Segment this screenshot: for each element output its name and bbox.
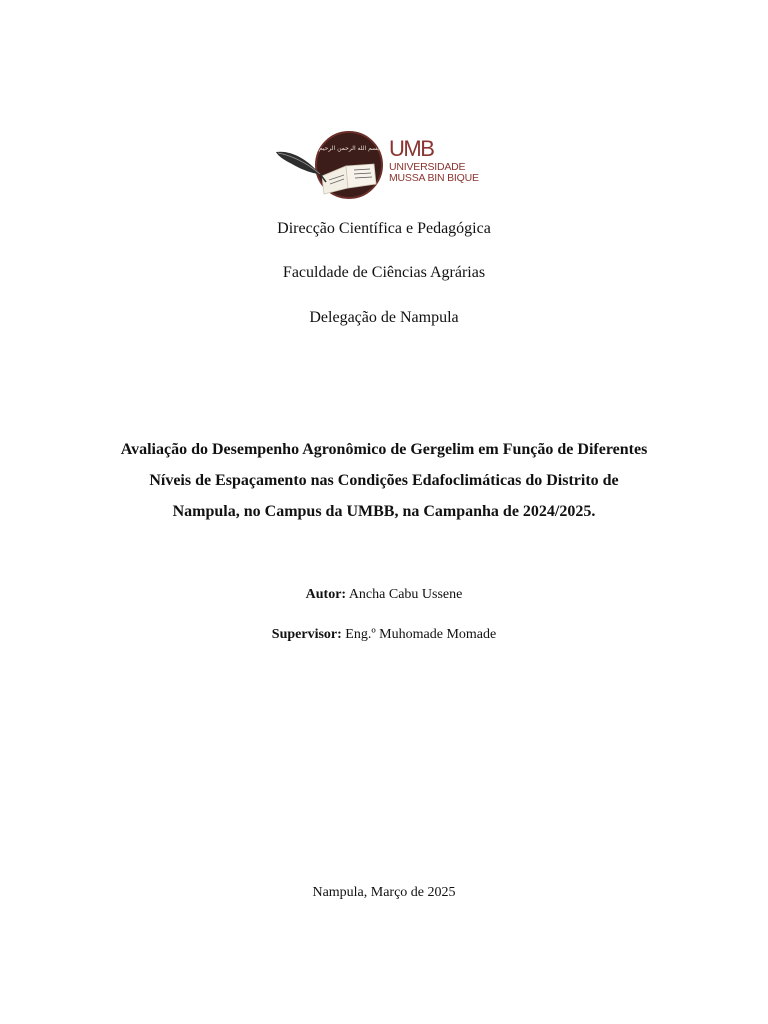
faculty-heading: Faculdade de Ciências Agrárias xyxy=(282,264,486,281)
logo-name-line2: MUSSA BIN BIQUE xyxy=(389,172,479,184)
author-line xyxy=(0,587,768,603)
thesis-title-line1: Avaliação do Desempenho Agronômico de Gergelim em Função de Diferentes xyxy=(120,441,648,458)
author-name: Ancha Cabu Ussene xyxy=(348,587,463,602)
thesis-title xyxy=(84,434,684,527)
logo-abbreviation: UMB xyxy=(389,136,434,161)
thesis-title-line2: Níveis de Espaçamento nas Condições Edafoclimáticas do Distrito de xyxy=(149,472,619,489)
directorate-heading: Direcção Científica e Pedagógica xyxy=(277,220,491,237)
supervisor-label: Supervisor: xyxy=(271,627,342,642)
supervisor-line xyxy=(0,627,768,643)
author-label: Autor: xyxy=(305,587,347,602)
university-logo xyxy=(274,130,496,200)
supervisor-name: Eng.º Muhomade Momade xyxy=(345,627,497,642)
thesis-title-line3: Nampula, no Campus da UMBB, na Campanha de 2024/2025. xyxy=(172,503,596,520)
delegation-heading: Delegação de Nampula xyxy=(309,309,459,326)
logo-name-line1: UNIVERSIDADE xyxy=(389,161,466,173)
place-date: Nampula, Março de 2025 xyxy=(312,885,456,900)
logo-wordmark xyxy=(389,138,479,184)
logo-inscription: بسم الله الرحمن الرحيم xyxy=(318,145,380,152)
